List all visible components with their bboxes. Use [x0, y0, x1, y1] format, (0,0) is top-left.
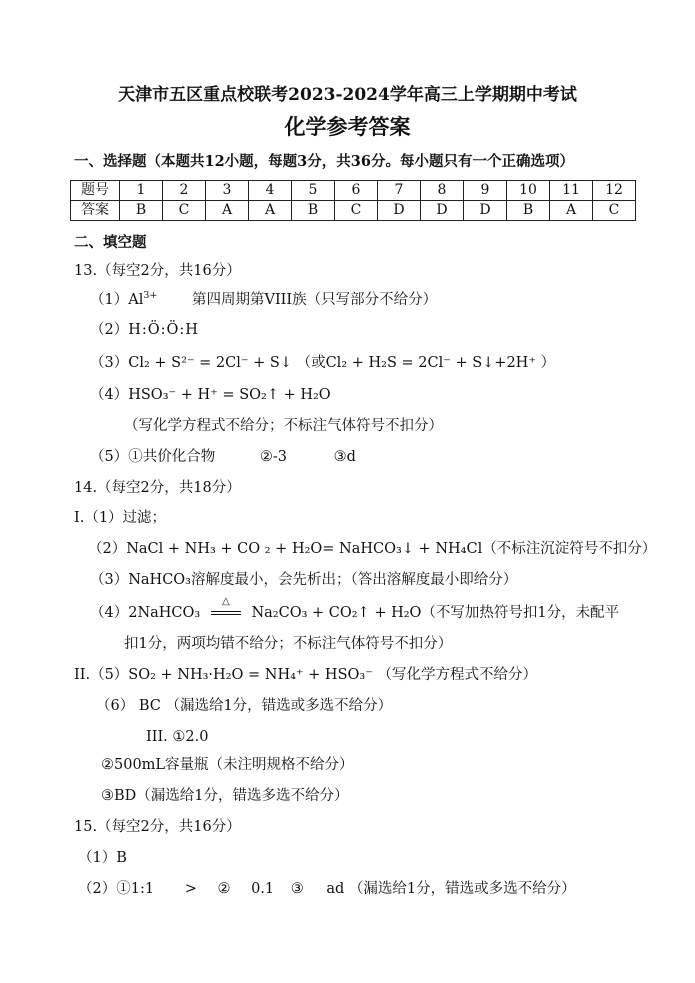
question-number: 1	[120, 181, 163, 201]
answer-cell: D	[464, 201, 507, 221]
q13-a5-text-3: d	[346, 449, 356, 465]
q14-iii-circle-3: ③	[101, 788, 114, 804]
q15-a2	[78, 879, 576, 899]
q14-iii-text-3: BD（漏选给1分，错选多选不给分）	[114, 788, 349, 804]
q13-answer-2	[90, 320, 199, 340]
q15-a2-circle-2: ②	[217, 881, 231, 897]
answer-table	[70, 180, 636, 221]
q13-a5-circle-1: ①	[128, 449, 143, 465]
q15-a2-circle-1: ①	[116, 881, 131, 897]
q14-i3: （3）NaHCO₃溶解度最小，会先析出；（答出溶解度最小即给分）	[90, 572, 518, 588]
q13-a1-prefix: （1）Al	[90, 292, 144, 308]
answer-cell: C	[163, 201, 206, 221]
q15-a2-prefix: （2）	[78, 881, 117, 897]
q13-a5-circle-3: ③	[333, 449, 347, 465]
q13-a5-text-1: 共价化合物	[142, 449, 216, 465]
question-number: 5	[292, 181, 335, 201]
q14-iii-2	[101, 755, 354, 775]
q15-a2-circle-3: ③	[290, 881, 304, 897]
q14-iii-1	[146, 727, 208, 747]
answer-cell: C	[335, 201, 378, 221]
q13-answer-4: （4）HSO₃⁻ + H⁺ = SO₂↑ + H₂O	[90, 387, 331, 403]
answer-cell: A	[249, 201, 292, 221]
table-row-numbers	[71, 181, 636, 201]
q13-answer-3: （3）Cl₂ + S²⁻ = 2Cl⁻ + S↓ （或Cl₂ + H₂S = 2Cl⁻ + S↓+2H⁺ ）	[90, 355, 556, 371]
q14-i4-prefix: （4）2NaHCO₃	[90, 605, 201, 621]
question-number: 6	[335, 181, 378, 201]
q13-a2-formula: H:Ö:Ö:H	[128, 322, 199, 338]
answer-cell: A	[550, 201, 593, 221]
question-number: 10	[507, 181, 550, 201]
section2-heading: 二、填空题	[74, 234, 147, 251]
answer-cell: A	[206, 201, 249, 221]
q14-i4	[90, 596, 620, 623]
q14-i4-rest: Na₂CO₃ + CO₂↑ + H₂O（不写加热符号扣1分，未配平	[251, 605, 620, 621]
q15-a2-text-2: 0.1	[251, 881, 275, 897]
q13-answer-1	[90, 290, 437, 310]
section1-heading: 一、选择题（本题共12小题，每题3分，共36分。每小题只有一个正确选项）	[74, 153, 574, 170]
question-number: 11	[550, 181, 593, 201]
question-number: 9	[464, 181, 507, 201]
q13-answer-5	[90, 447, 356, 467]
row-label-question: 题号	[71, 181, 120, 201]
q14-label: 14.（每空2分，共18分）	[74, 480, 241, 496]
q13-label: 13.（每空2分，共16分）	[74, 263, 241, 279]
question-number: 8	[421, 181, 464, 201]
table-row-answers	[71, 201, 636, 221]
q13-a5-prefix: （5）	[90, 449, 129, 465]
q14-i1: I.（1）过滤；	[74, 510, 167, 526]
question-number: 12	[593, 181, 636, 201]
q14-iii-circle-1: ①	[172, 729, 186, 745]
q15-a2-text-3: ad （漏选给1分，错选或多选不给分）	[326, 881, 576, 897]
heat-equal-sign	[211, 596, 241, 623]
q13-a2-prefix: （2）	[90, 322, 129, 338]
q14-iii-circle-2: ②	[101, 757, 114, 773]
q13-a1-rest: 第四周期第VIII族（只写部分不给分）	[191, 292, 438, 308]
q14-i4-cont: 扣1分，两项均错不给分；不标注气体符号不扣分）	[124, 636, 453, 652]
row-label-answer: 答案	[71, 201, 120, 221]
q15-a1: （1）B	[78, 850, 127, 866]
answer-cell: B	[507, 201, 550, 221]
answer-cell: C	[593, 201, 636, 221]
answer-cell: B	[120, 201, 163, 221]
q14-i2: （2）NaCl + NH₃ + CO ₂ + H₂O= NaHCO₃↓ + NH₄Cl（不标注沉淀符号不扣分）	[88, 541, 657, 557]
question-number: 4	[249, 181, 292, 201]
question-number: 2	[163, 181, 206, 201]
q14-ii5: II.（5）SO₂ + NH₃·H₂O = NH₄⁺ + HSO₃⁻ （写化学方程式不给分）	[74, 667, 537, 683]
q14-iii-3	[101, 786, 349, 806]
q13-a5-circle-2: ②	[259, 449, 273, 465]
question-number: 3	[206, 181, 249, 201]
answer-cell: D	[378, 201, 421, 221]
q15-a2-text-1: 1:1	[130, 881, 155, 897]
q13-a1-sup: 3+	[143, 290, 158, 302]
q14-iii-text-1: 2.0	[185, 729, 209, 745]
answer-cell: D	[421, 201, 464, 221]
q15-label: 15.（每空2分，共16分）	[74, 819, 241, 835]
delta-symbol: △	[221, 596, 230, 607]
q14-iii-prefix: III.	[146, 729, 168, 745]
answer-cell: B	[292, 201, 335, 221]
doc-subtitle: 化学参考答案	[284, 114, 411, 139]
q13-answer-4-note: （写化学方程式不给分；不标注气体符号不扣分）	[124, 418, 443, 434]
q14-iii-text-2: 500mL容量瓶（未注明规格不给分）	[114, 757, 354, 773]
q13-a5-text-2: -3	[272, 449, 287, 465]
exam-title: 天津市五区重点校联考2023-2024学年高三上学期期中考试	[118, 85, 577, 105]
question-number: 7	[378, 181, 421, 201]
q15-a2-gt: >	[184, 881, 197, 897]
q14-ii6: （6） BC （漏选给1分，错选或多选不给分）	[96, 698, 393, 714]
